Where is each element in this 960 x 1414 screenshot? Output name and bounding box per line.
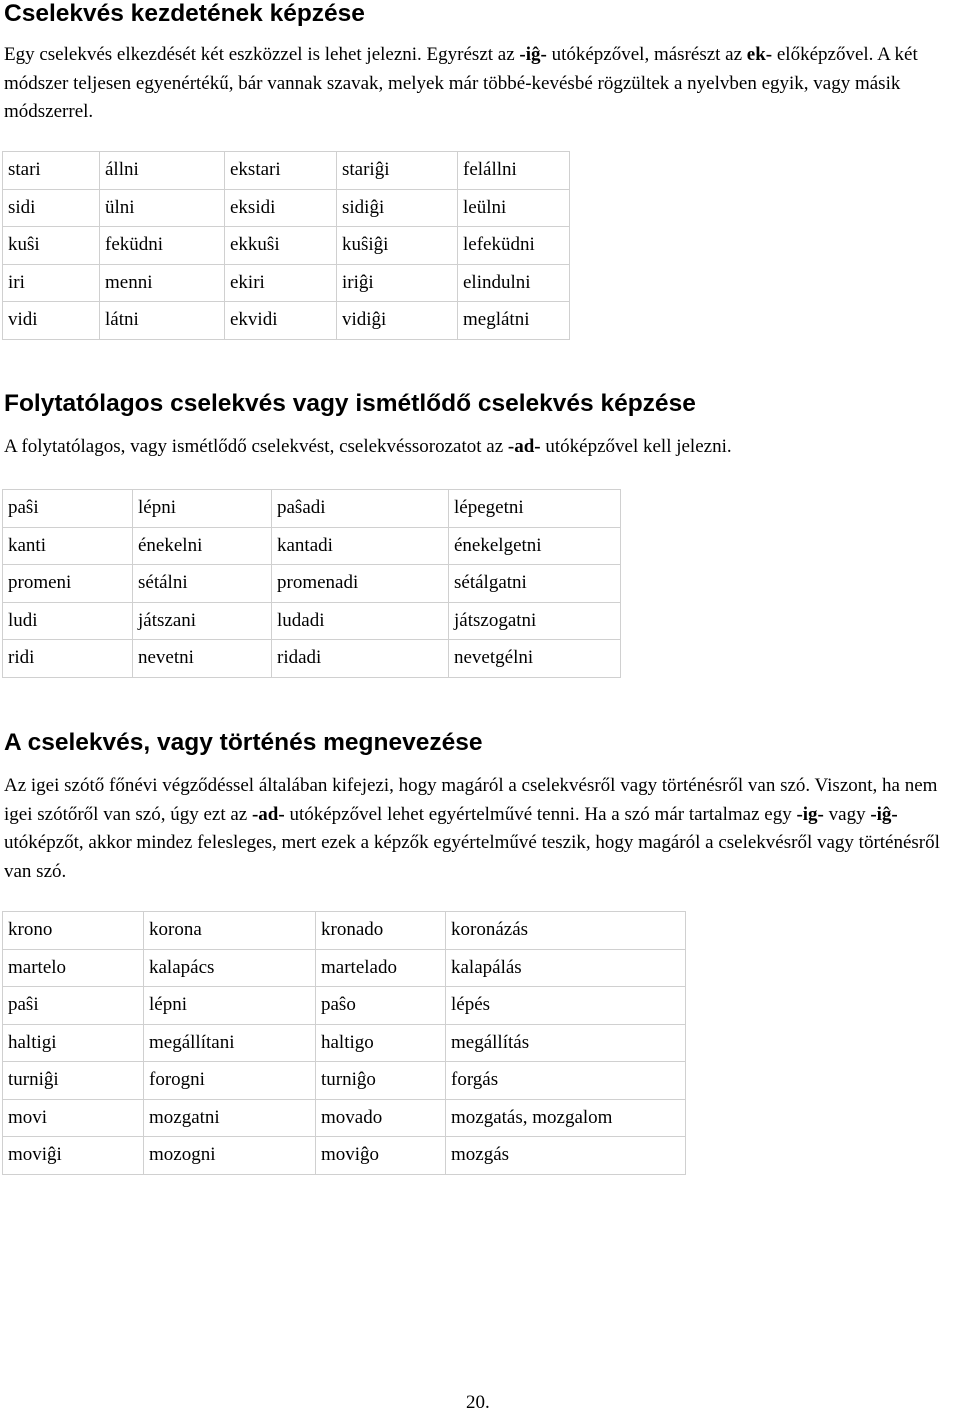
table-row [3,1024,686,1062]
page-number: 20. [466,1392,490,1413]
table-cell: megállítani [144,1024,316,1062]
text-segment: vagy [823,803,871,825]
table-cell: mozogni [144,1137,316,1175]
table-row [3,949,686,987]
text-segment: utóképzővel kell jelezni. [540,436,732,457]
text-segment: Az igei szótő főnévi végződéssel általában kifejezi, hogy magáról a cselekvésről vagy történésről van szó. Viszont, ha nem igei szótőről van szó, úgy ezt az [4,775,938,825]
word-table-naming [2,911,686,1175]
table-cell: sidiĝi [337,189,458,227]
table-row [3,302,570,340]
table-cell: lépés [446,987,686,1025]
table-cell: énekelgetni [449,527,621,565]
table-cell: lépni [133,490,272,528]
bold-affix: -iĝ- [519,44,547,65]
table-cell: korona [144,912,316,950]
table-cell: sidi [3,189,100,227]
section-paragraph-continuous [4,433,959,462]
text-segment: utóképzőt, akkor mindez felesleges, mert ezek a képzők egyértelművé teszik, hogy magáról a cselekvésről vagy történésről van szó. [4,832,940,882]
table-cell: ludadi [272,602,449,640]
table-cell: sétálgatni [449,565,621,603]
table-cell: ekiri [225,264,337,302]
text-segment: A folytatólagos, vagy ismétlődő cselekvést, cselekvéssorozatot az [4,436,508,457]
table-cell: movado [316,1099,446,1137]
table-cell: stariĝi [337,152,458,190]
table-row [3,1062,686,1100]
bold-affix: -ad- [251,803,285,825]
section-heading-continuous: Folytatólagos cselekvés vagy ismétlődő cselekvés képzése [4,390,696,417]
table-cell: ülni [100,189,225,227]
table-cell: ekvidi [225,302,337,340]
table-cell: ekstari [225,152,337,190]
table-cell: lefeküdni [458,227,570,265]
table-row [3,987,686,1025]
table-cell: moviĝi [3,1137,144,1175]
table-row [3,189,570,227]
table-cell: turniĝi [3,1062,144,1100]
table-row [3,602,621,640]
table-cell: paŝi [3,987,144,1025]
table-cell: paŝadi [272,490,449,528]
table-cell: movi [3,1099,144,1137]
table-cell: vidiĝi [337,302,458,340]
table-cell: turniĝo [316,1062,446,1100]
table-cell: leülni [458,189,570,227]
section-paragraph-inchoative [4,41,959,127]
section-heading-naming: A cselekvés, vagy történés megnevezése [4,729,483,756]
table-cell: mozgatás, mozgalom [446,1099,686,1137]
table-row [3,227,570,265]
bold-affix: -ig- [796,803,824,825]
table-row [3,1099,686,1137]
table-cell: kalapács [144,949,316,987]
table-cell: kantadi [272,527,449,565]
table-cell: forgás [446,1062,686,1100]
table-cell: haltigo [316,1024,446,1062]
table-cell: iri [3,264,100,302]
table-cell: játszani [133,602,272,640]
table-cell: forogni [144,1062,316,1100]
table-cell: martelo [3,949,144,987]
table-cell: krono [3,912,144,950]
table-row [3,912,686,950]
table-cell: paŝo [316,987,446,1025]
table-cell: feküdni [100,227,225,265]
bold-affix: -ad- [507,436,541,457]
table-cell: iriĝi [337,264,458,302]
table-cell: énekelni [133,527,272,565]
text-segment: Egy cselekvés elkezdését két eszközzel is lehet jelezni. Egyrészt az [4,44,520,65]
table-cell: promeni [3,565,133,603]
table-cell: mozgás [446,1137,686,1175]
table-cell: eksidi [225,189,337,227]
table-cell: stari [3,152,100,190]
table-cell: moviĝo [316,1137,446,1175]
table-cell: ekkuŝi [225,227,337,265]
text-segment: utóképzővel lehet egyértelművé tenni. Ha a szó már tartalmaz egy [284,803,797,825]
word-table-inchoative [2,151,570,340]
section-paragraph-naming [4,772,959,886]
table-cell: kuŝi [3,227,100,265]
table-cell: paŝi [3,490,133,528]
table-cell: promenadi [272,565,449,603]
table-cell: elindulni [458,264,570,302]
table-row [3,1137,686,1175]
table-cell: sétálni [133,565,272,603]
table-cell: kuŝiĝi [337,227,458,265]
table-cell: állni [100,152,225,190]
table-row [3,152,570,190]
table-row [3,640,621,678]
table-cell: martelado [316,949,446,987]
table-cell: nevetgélni [449,640,621,678]
bold-affix: -iĝ- [870,803,898,825]
table-cell: haltigi [3,1024,144,1062]
text-segment: utóképzővel, másrészt az [546,44,747,65]
table-cell: nevetni [133,640,272,678]
table-cell: látni [100,302,225,340]
table-cell: vidi [3,302,100,340]
table-cell: ludi [3,602,133,640]
table-cell: kanti [3,527,133,565]
table-cell: ridi [3,640,133,678]
text-segment: előképzővel. A két módszer teljesen egyenértékű, bár vannak szavak, melyek már többé-kevésbé rögzültek a nyelvben egyik, vagy másik módszerrel. [4,44,918,122]
table-cell: ridadi [272,640,449,678]
table-cell: meglátni [458,302,570,340]
section-heading-inchoative: Cselekvés kezdetének képzése [4,0,365,27]
table-row [3,565,621,603]
table-row [3,490,621,528]
table-cell: koronázás [446,912,686,950]
table-cell: menni [100,264,225,302]
table-cell: lépegetni [449,490,621,528]
bold-affix: ek- [746,44,773,65]
table-cell: megállítás [446,1024,686,1062]
table-cell: kalapálás [446,949,686,987]
table-cell: játszogatni [449,602,621,640]
table-cell: mozgatni [144,1099,316,1137]
word-table-continuous [2,489,621,678]
table-row [3,264,570,302]
table-cell: felállni [458,152,570,190]
table-cell: lépni [144,987,316,1025]
table-row [3,527,621,565]
table-cell: kronado [316,912,446,950]
